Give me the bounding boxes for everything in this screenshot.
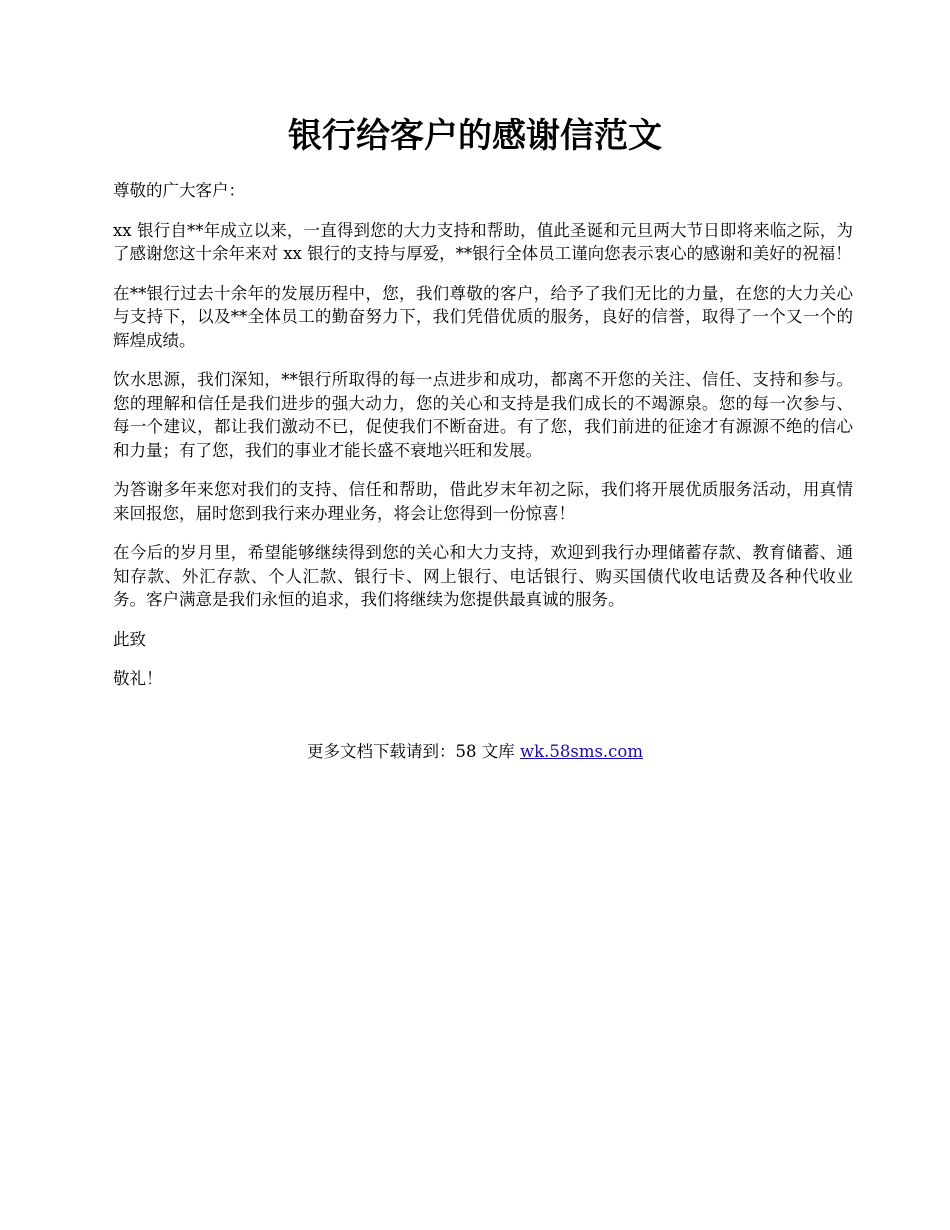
letter-body bbox=[113, 179, 853, 707]
paragraph-5: 在今后的岁月里，希望能够继续得到您的关心和大力支持，欢迎到我行办理储蓄存款、教育储蓄、通知存款、外汇存款、个人汇款、银行卡、网上银行、电话银行、购买国债代收电话费及各种代收业务。客户满意是我们永恒的追求，我们将继续为您提供最真诚的服务。 bbox=[113, 543, 853, 609]
footer-prefix: 更多文档下载请到：58 文库 bbox=[306, 742, 520, 761]
salutation: 尊敬的广大客户： bbox=[113, 181, 245, 200]
paragraph-2: 在**银行过去十余年的发展历程中，您，我们尊敬的客户，给予了我们无比的力量，在您的大力关心与支持下，以及**全体员工的勤奋努力下，我们凭借优质的服务，良好的信誉，取得了一个又一个的辉煌成绩。 bbox=[113, 283, 853, 350]
paragraph-4: 为答谢多年来您对我们的支持、信任和帮助，借此岁末年初之际，我们将开展优质服务活动，用真情来回报您，届时您到我行来办理业务，将会让您得到一份惊喜！ bbox=[113, 480, 853, 523]
paragraph-3: 饮水思源，我们深知，**银行所取得的每一点进步和成功，都离不开您的关注、信任、支持和参与。您的理解和信任是我们进步的强大动力，您的关心和支持是我们成长的不竭源泉。您的每一次参与、每一个建议，都让我们激动不已，促使我们不断奋进。有了您，我们前进的征途才有源源不绝的信心和力量；有了您，我们的事业才能长盛不衰地兴旺和发展。 bbox=[113, 370, 853, 460]
closing-line-1: 此致 bbox=[113, 629, 146, 649]
closing-line-2: 敬礼！ bbox=[113, 669, 163, 688]
download-footer bbox=[0, 740, 950, 764]
paragraph-1: xx 银行自**年成立以来，一直得到您的大力支持和帮助，值此圣诞和元旦两大节日即将来临之际，为了感谢您这十余年来对 xx 银行的支持与厚爱，**银行全体员工谨向您表示衷心的感谢和美好的祝福！ bbox=[113, 220, 853, 263]
document-title: 银行给客户的感谢信范文 bbox=[288, 116, 662, 156]
footer-link[interactable]: wk.58sms.com bbox=[519, 742, 643, 761]
